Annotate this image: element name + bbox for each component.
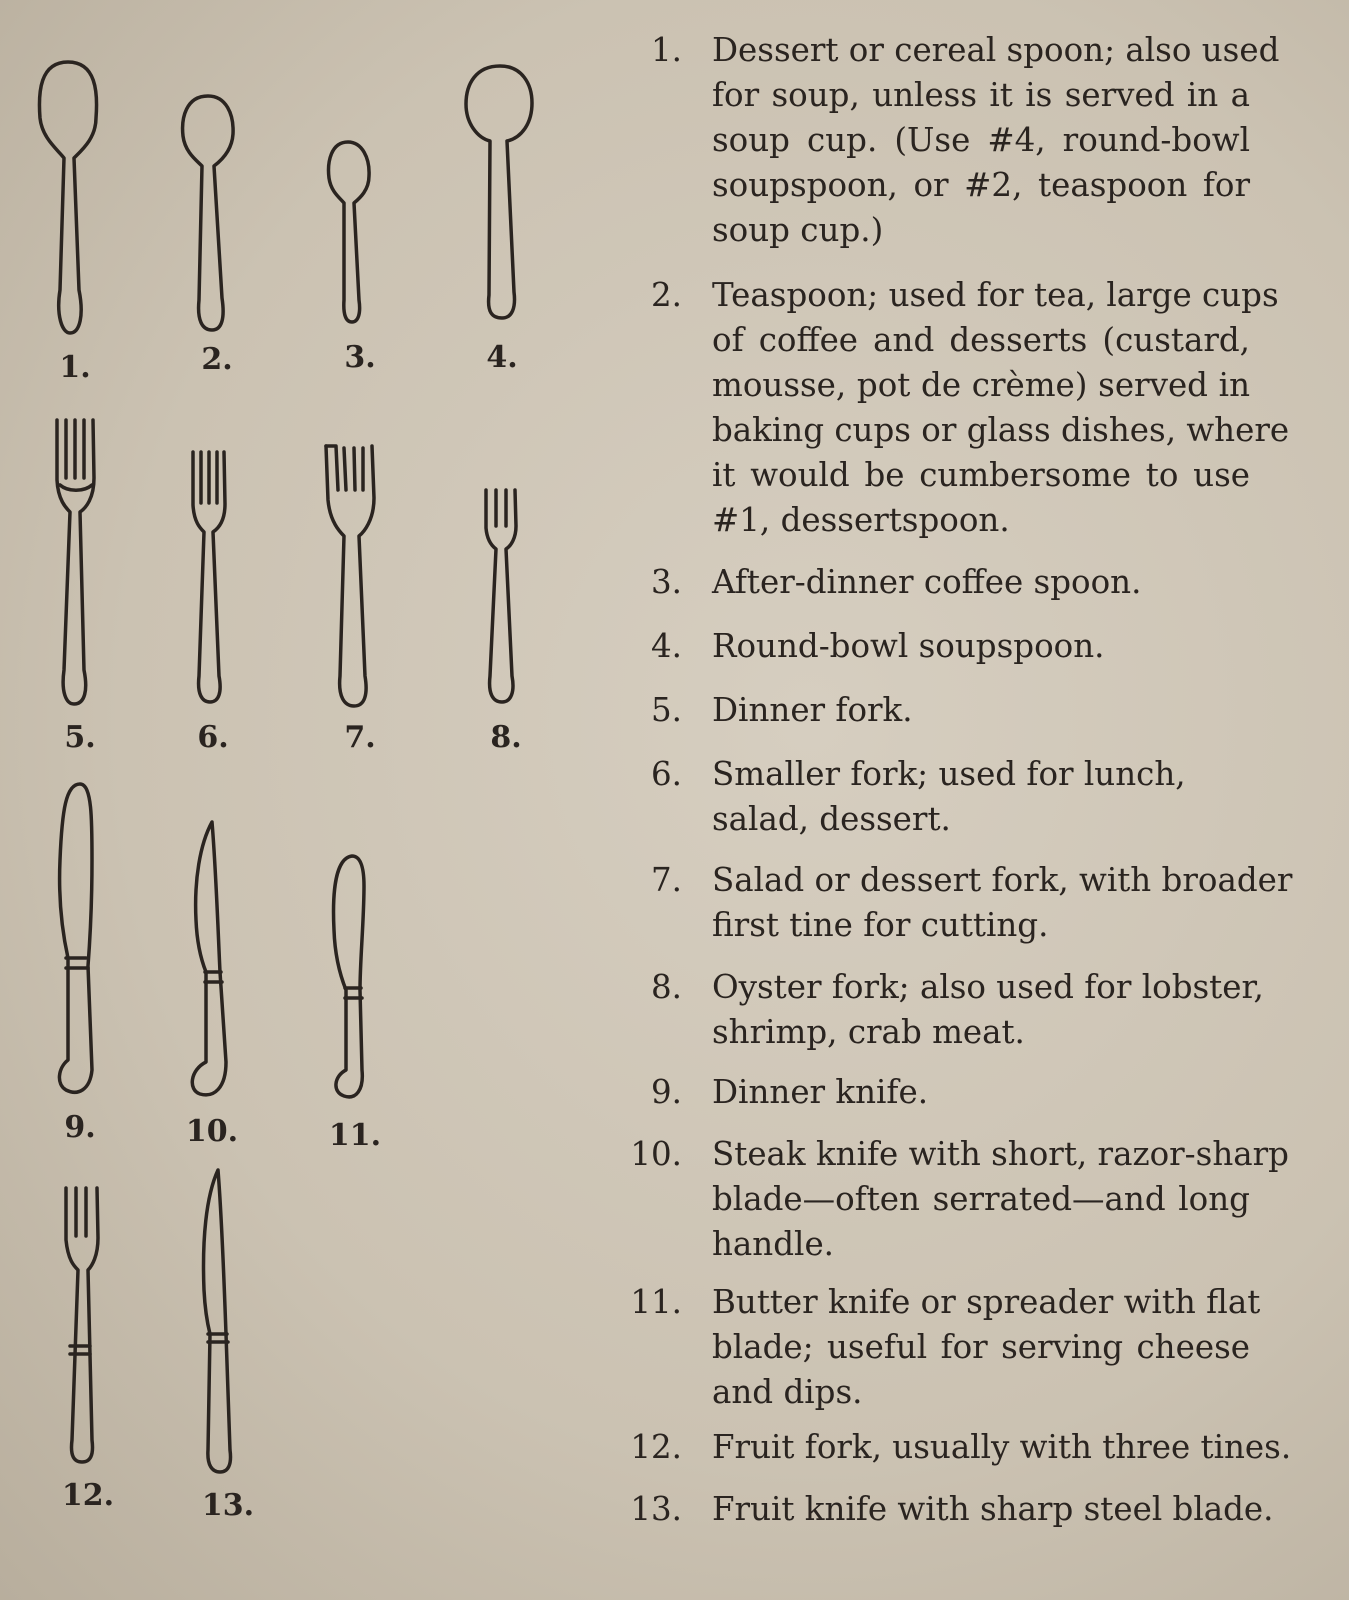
entry-text: Dinner fork. (712, 691, 913, 729)
knife-9-dinner-icon (59, 784, 92, 1092)
label-fork-12: 12. (61, 1478, 115, 1513)
fork-5-dinner-icon (57, 420, 94, 704)
spoon-1-dessert-icon (39, 62, 96, 333)
fork-12-fruit-icon (66, 1188, 98, 1462)
entry-text: Oyster fork; also used for lobster, shrimp, crab meat. (712, 968, 1264, 1051)
entry-number: 12. (630, 1428, 682, 1466)
entry-text: Salad or dessert fork, with broader first tine for cutting. (712, 861, 1293, 944)
fork-8-oyster-icon (486, 490, 516, 702)
label-knife-11: 11. (328, 1118, 382, 1153)
label-fork-8: 8. (490, 720, 522, 755)
entry-text: Smaller fork; used for lunch, salad, dessert. (712, 755, 1186, 838)
entry-number: 5. (650, 691, 682, 729)
entry-text: Dessert or cereal spoon; also used for soup, unless it is served in a soup cup. (Use #4, round-bowl soupspoon, or #2, teaspoon for soup cup.) (712, 31, 1280, 249)
entry-number: 13. (630, 1490, 682, 1528)
spoon-4-soupspoon-icon (466, 66, 532, 318)
spoon-2-teaspoon-icon (183, 96, 233, 330)
entry-number: 11. (630, 1283, 682, 1321)
entry-number: 8. (650, 968, 682, 1006)
entry-number: 7. (650, 861, 682, 899)
spoon-3-coffee-icon (329, 142, 370, 322)
entry-text: Fruit fork, usually with three tines. (712, 1428, 1292, 1466)
label-knife-9: 9. (64, 1110, 96, 1145)
label-spoon-2: 2. (201, 342, 233, 377)
entry-number: 6. (650, 755, 682, 793)
label-knife-13: 13. (201, 1488, 255, 1523)
entry-text: Steak knife with short, razor-sharp blade—often serrated—and long handle. (712, 1135, 1289, 1263)
knife-10-steak-icon (192, 822, 226, 1095)
label-fork-5: 5. (64, 720, 96, 755)
label-spoon-3: 3. (344, 340, 376, 375)
label-knife-10: 10. (185, 1114, 239, 1149)
entry-number: 2. (650, 276, 682, 314)
entry-text: Fruit knife with sharp steel blade. (712, 1490, 1274, 1528)
entry-text: After-dinner coffee spoon. (712, 563, 1142, 601)
knife-13-fruit-icon (204, 1170, 231, 1472)
entry-number: 3. (650, 563, 682, 601)
label-spoon-1: 1. (59, 350, 91, 385)
knife-11-butter-icon (334, 856, 364, 1097)
fork-6-smaller-icon (193, 452, 225, 702)
entry-number: 4. (650, 627, 682, 665)
entry-text: Teaspoon; used for tea, large cups of coffee and desserts (custard, mousse, pot de crème) served in baking cups or glass dishes, where it would be cumbersome to use #1, dessertspoon. (712, 276, 1290, 539)
label-fork-6: 6. (197, 720, 229, 755)
cutlery-illustrations (0, 0, 620, 1600)
label-fork-7: 7. (344, 720, 376, 755)
entry-number: 10. (630, 1135, 682, 1173)
fork-7-salad-icon (326, 446, 374, 706)
entry-number: 1. (650, 31, 682, 69)
label-spoon-4: 4. (486, 340, 518, 375)
entry-text: Round-bowl soupspoon. (712, 627, 1105, 665)
entry-text: Dinner knife. (712, 1073, 929, 1111)
entry-text: Butter knife or spreader with flat blade; useful for serving cheese and dips. (712, 1283, 1261, 1411)
entry-number: 9. (650, 1073, 682, 1111)
